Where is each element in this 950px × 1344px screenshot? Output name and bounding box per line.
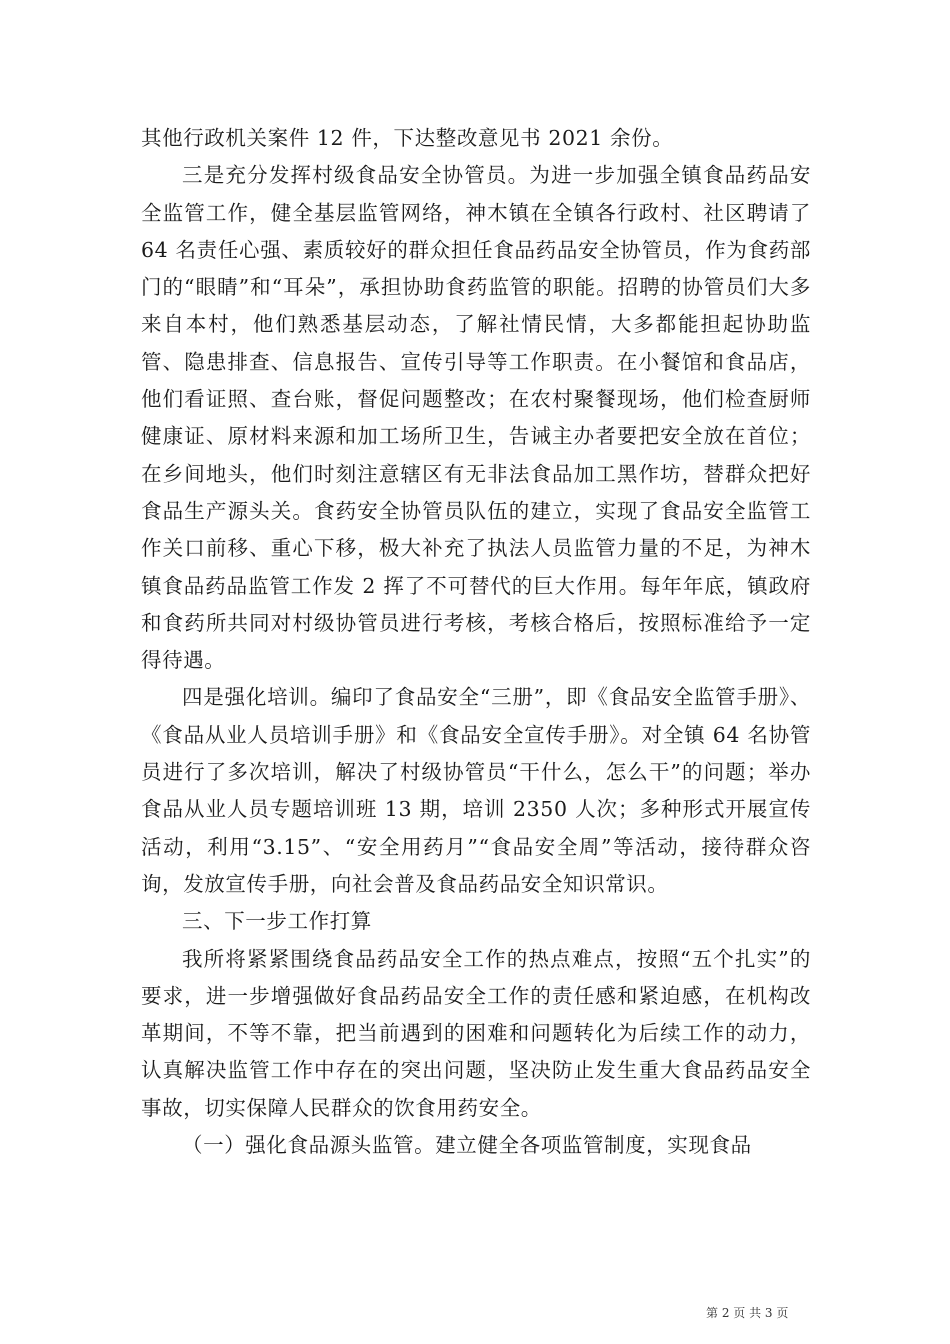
paragraph-training: 四是强化培训。编印了食品安全“三册”，即《食品安全监管手册》、《食品从业人员培训手册》和《食品安全宣传手册》。对全镇 64 名协管员进行了多次培训，解决了村级协管员“干什么，怎么干”的问题；举办食品从业人员专题培训班 13 期，培训 2350 人次；多种形式开展宣传活动，利用“3.15”、“安全用药月”“食品安全周”等活动，接待群众咨询，发放宣传手册，向社会普及食品药品安全知识常识。	[141, 685, 811, 896]
paragraph-work-plan: 我所将紧紧围绕食品药品安全工作的热点难点，按照“五个扎实”的要求，进一步增强做好食品药品安全工作的责任感和紧迫感，在机构改革期间，不等不靠，把当前遇到的困难和问题转化为后续工作的动力，认真解决监管工作中存在的突出问题，坚决防止发生重大食品药品安全事故，切实保障人民群众的饮食用药安全。	[141, 946, 811, 1120]
paragraph-village-food-safety-assistants: 三是充分发挥村级食品安全协管员。为进一步加强全镇食品药品安全监管工作，健全基层监管网络，神木镇在全镇各行政村、社区聘请了 64 名责任心强、素质较好的群众担任食品药品安全协管员，作为食药部门的“眼睛”和“耳朵”，承担协助食药监管的职能。招聘的协管员们大多来自本村，他们熟悉基层动态，了解社情民情，大多都能担起协助监管、隐患排查、信息报告、宣传引导等工作职责。在小餐馆和食品店，他们看证照、查台账，督促问题整改；在农村聚餐现场，他们检查厨师健康证、原材料来源和加工场所卫生，告诫主办者要把安全放在首位；在乡间地头，他们时刻注意辖区有无非法食品加工黑作坊，替群众把好食品生产源头关。食药安全协管员队伍的建立，实现了食品安全监管工作关口前移、重心下移，极大补充了执法人员监管力量的不足，为神木镇食品药品监管工作发 2 挥了不可替代的巨大作用。每年年底，镇政府和食药所共同对村级协管员进行考核，考核合格后，按照标准给予一定得待遇。	[141, 163, 811, 673]
document-body	[141, 120, 811, 1164]
page-number-footer: 第 2 页 共 3 页	[706, 1306, 789, 1320]
section-heading-next-steps: 三、下一步工作打算	[182, 909, 372, 934]
paragraph-source-supervision: （一）强化食品源头监管。建立健全各项监管制度，实现食品	[182, 1133, 752, 1158]
paragraph-continuation: 其他行政机关案件 12 件，下达整改意见书 2021 余份。	[141, 126, 674, 150]
